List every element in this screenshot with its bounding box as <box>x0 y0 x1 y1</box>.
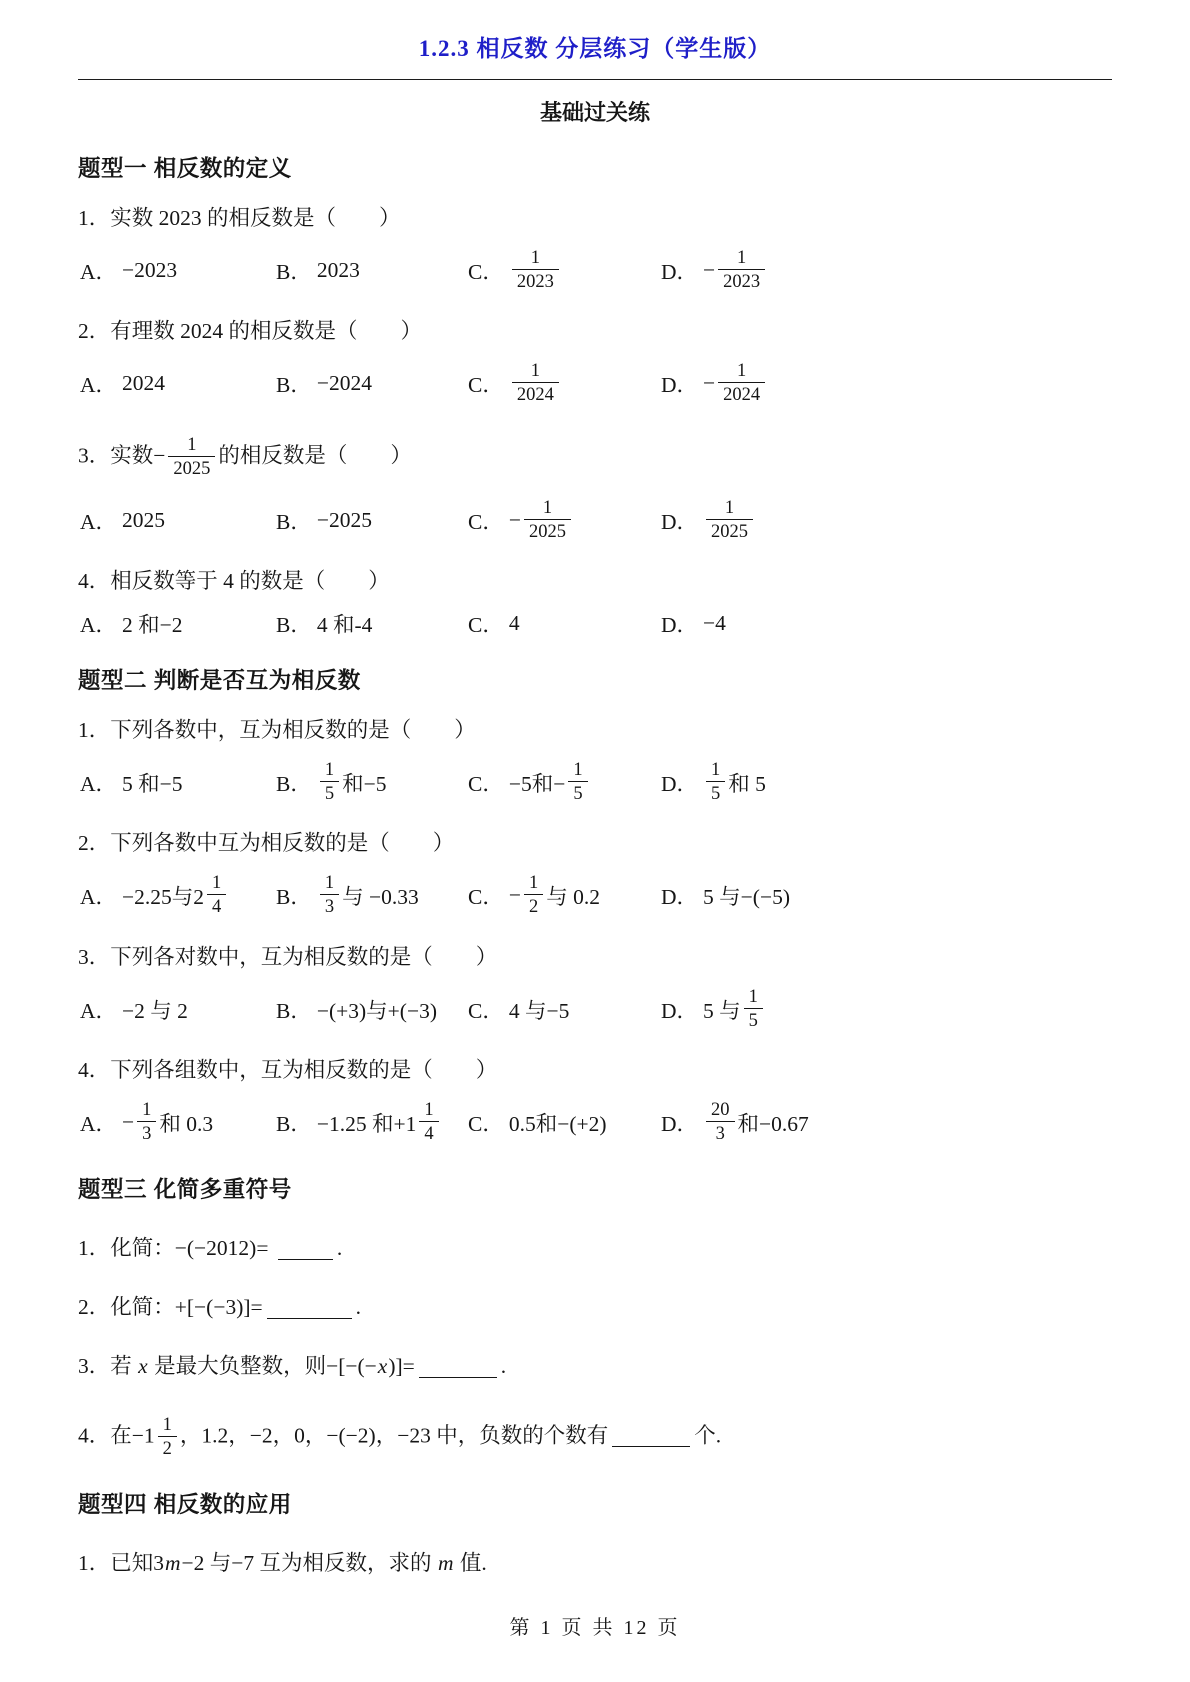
option-content <box>703 358 768 409</box>
option-label: A． <box>80 998 118 1023</box>
fraction <box>207 872 226 919</box>
option <box>276 994 468 1025</box>
text-run: −(+3)与+(−3) <box>316 998 437 1023</box>
option-label: C． <box>468 613 504 638</box>
question-stem <box>78 1057 1112 1085</box>
text-run: 5 和−5 <box>122 772 183 797</box>
text-run: 2024 <box>122 371 166 396</box>
text-run: 1．化简：−(−2012)= <box>78 1236 274 1261</box>
text-run: 2 和−2 <box>122 613 183 638</box>
text-run: ，1.2，−2，0，−(−2)，−23 中，负数的个数有 <box>179 1423 609 1448</box>
text-run: −2 与 2 <box>122 998 188 1023</box>
option <box>276 608 468 639</box>
option <box>468 358 661 409</box>
option-content <box>703 611 726 636</box>
option-label: B． <box>276 998 312 1023</box>
option-label: D． <box>661 1111 699 1136</box>
fraction <box>524 872 543 919</box>
text-run: 和 0.3 <box>159 1111 214 1136</box>
option-label: D． <box>661 772 699 797</box>
text-run: 与 0.2 <box>546 885 600 910</box>
fraction-denominator: 2024 <box>512 382 559 407</box>
question-stem <box>78 1235 1112 1263</box>
fraction-denominator: 2024 <box>718 382 765 407</box>
option-content <box>703 245 768 296</box>
fraction <box>718 247 765 294</box>
question-stem <box>78 1353 1112 1381</box>
question <box>78 568 1112 639</box>
text-run: 值. <box>454 1551 487 1576</box>
option-content <box>122 608 183 639</box>
fraction <box>320 872 339 919</box>
option <box>661 495 1112 546</box>
text-run: −5和− <box>508 772 566 797</box>
text-run: . <box>355 1295 362 1319</box>
option-content <box>122 258 177 283</box>
fraction-denominator: 3 <box>137 1121 156 1146</box>
fraction-numerator: 1 <box>324 760 335 780</box>
text-run: 2．有理数 2024 的相反数是（ ） <box>78 319 423 344</box>
fraction <box>320 759 339 806</box>
text-run: 4 和-4 <box>316 613 373 638</box>
option-label: C． <box>468 885 504 910</box>
text-run: 1．已知3 <box>78 1551 165 1576</box>
text-run: 2．下列各数中互为相反数的是（ ） <box>78 831 455 856</box>
option-content <box>509 757 591 808</box>
option <box>661 1097 1112 1148</box>
option-label: A． <box>80 772 118 797</box>
text-run: 0.5和−(+2) <box>508 1111 607 1136</box>
option-label: B． <box>276 509 312 534</box>
fraction-numerator: 1 <box>142 1099 152 1120</box>
text-run: 1．实数 2023 的相反数是（ ） <box>78 206 401 230</box>
fraction-numerator: 1 <box>737 247 747 268</box>
worksheet-subtitle: 基础过关练 <box>539 100 650 125</box>
option-content <box>317 1097 442 1148</box>
math-variable: m <box>437 1551 454 1576</box>
fraction-numerator: 1 <box>424 1099 434 1120</box>
options-row <box>78 870 1112 921</box>
fraction-numerator: 1 <box>530 361 540 382</box>
option-content <box>122 767 183 798</box>
blank-underline <box>419 1355 497 1378</box>
question <box>78 717 1112 808</box>
text-run: −2023 <box>122 258 178 283</box>
section <box>78 1487 1112 1578</box>
option-content <box>509 245 562 296</box>
option-content <box>703 1097 809 1148</box>
fraction <box>512 247 559 294</box>
section-heading: 题型四 相反数的应用 <box>78 1492 292 1518</box>
text-run: −2024 <box>316 371 372 396</box>
question-stem <box>78 830 1112 858</box>
question-stem <box>78 205 1112 233</box>
text-run: 的相反数是（ ） <box>218 443 412 468</box>
options-row <box>78 608 1112 639</box>
text-run: . <box>500 1353 507 1378</box>
fraction <box>524 497 571 544</box>
option-content <box>703 757 766 808</box>
question-stem <box>78 1412 1112 1463</box>
option-label: D． <box>661 998 699 1023</box>
fraction-numerator: 1 <box>212 873 222 894</box>
sections <box>78 151 1112 1578</box>
math-variable: x <box>377 1353 388 1378</box>
option-label: B． <box>276 260 312 285</box>
question <box>78 1294 1112 1322</box>
option-label: A． <box>80 373 118 398</box>
fraction <box>706 1099 735 1146</box>
option-label: D． <box>661 885 699 910</box>
text-run: 个. <box>694 1423 722 1448</box>
fraction-numerator: 1 <box>573 760 583 780</box>
option <box>80 255 276 286</box>
option-content <box>509 994 570 1025</box>
text-run: − <box>508 507 521 532</box>
fraction-denominator: 3 <box>706 1121 735 1146</box>
fraction-numerator: 1 <box>748 986 758 1007</box>
question-stem <box>78 1294 1112 1322</box>
option-content <box>317 994 437 1025</box>
text-run: 2025 <box>122 507 166 532</box>
option <box>468 245 661 296</box>
question <box>78 830 1112 921</box>
option-content <box>509 611 520 636</box>
text-run: 3．实数− <box>78 443 166 468</box>
section <box>78 663 1112 1148</box>
question <box>78 944 1112 1035</box>
text-run: 3．若 <box>78 1353 138 1378</box>
option-content <box>122 994 188 1025</box>
fraction-numerator: 1 <box>162 1414 172 1435</box>
text-run: − <box>703 371 716 396</box>
question <box>78 1235 1112 1263</box>
text-run: −2 与−7 互为相反数，求的 <box>181 1551 437 1576</box>
fraction-denominator: 5 <box>320 781 339 806</box>
option <box>80 368 276 399</box>
option-content <box>317 371 372 396</box>
text-run: 和−0.67 <box>737 1111 809 1136</box>
question <box>78 205 1112 296</box>
fraction <box>718 360 765 407</box>
blank-underline <box>267 1297 352 1320</box>
fraction-denominator: 5 <box>706 781 725 806</box>
option <box>80 505 276 536</box>
text-run: − <box>703 258 716 283</box>
section <box>78 151 1112 639</box>
option <box>276 368 468 399</box>
option-content <box>122 870 229 921</box>
fraction-denominator: 5 <box>568 781 587 806</box>
text-run: 4．相反数等于 4 的数是（ ） <box>78 569 390 594</box>
fraction-numerator: 1 <box>542 497 553 518</box>
option-label: A． <box>80 260 118 285</box>
fraction-denominator: 2023 <box>512 269 559 294</box>
option-label: D． <box>661 373 699 398</box>
text-run: −2025 <box>316 507 372 532</box>
text-run: 1．下列各数中，互为相反数的是（ ） <box>78 718 476 743</box>
option-label: A． <box>80 509 118 534</box>
fraction-numerator: 1 <box>187 434 197 455</box>
option-content <box>122 508 165 533</box>
text-run: 4．在−1 <box>78 1423 155 1448</box>
option-content <box>509 495 574 546</box>
option <box>468 757 661 808</box>
fraction-denominator: 4 <box>419 1121 438 1146</box>
fraction-denominator: 2023 <box>718 269 765 294</box>
fraction <box>706 497 753 544</box>
option-label: A． <box>80 1111 118 1136</box>
question <box>78 1412 1112 1463</box>
fraction-denominator: 5 <box>744 1008 763 1033</box>
option-label: B． <box>276 772 312 797</box>
option-label: B． <box>276 885 312 910</box>
option-label: C． <box>468 509 504 534</box>
question <box>78 318 1112 409</box>
fraction-numerator: 1 <box>528 873 539 894</box>
options-row <box>78 358 1112 409</box>
fraction <box>512 360 559 407</box>
fraction-denominator: 2 <box>524 894 543 919</box>
fraction <box>419 1099 438 1146</box>
option-label: C． <box>468 772 504 797</box>
math-variable: x <box>138 1353 148 1378</box>
option-label: C． <box>468 260 504 285</box>
option <box>468 1107 661 1138</box>
text-run: 5 与−(−5) <box>703 885 790 910</box>
fraction-denominator: 2 <box>158 1436 177 1461</box>
page-title: 1.2.3 相反数 分层练习（学生版） <box>418 36 772 61</box>
fraction-numerator: 1 <box>711 760 721 780</box>
option-label: C． <box>468 1111 504 1136</box>
question <box>78 1057 1112 1148</box>
fraction <box>706 759 725 806</box>
question-stem <box>78 568 1112 596</box>
option-content <box>317 608 373 639</box>
options-row <box>78 984 1112 1035</box>
section-heading: 题型三 化简多重符号 <box>78 1177 292 1203</box>
fraction-denominator: 2025 <box>524 519 571 544</box>
math-variable: m <box>165 1551 181 1576</box>
text-run: 4．下列各组数中，互为相反数的是（ ） <box>78 1057 498 1082</box>
option-content <box>509 358 562 409</box>
option-content <box>122 1097 213 1148</box>
text-run: . <box>336 1236 343 1261</box>
option-content <box>703 495 756 546</box>
option-label: B． <box>276 1111 312 1136</box>
option-label: B． <box>276 613 312 638</box>
text-run: 与 −0.33 <box>342 885 419 910</box>
option-label: D． <box>661 613 699 638</box>
fraction-numerator: 1 <box>324 873 335 894</box>
text-run: )]= <box>388 1353 415 1378</box>
blank-underline <box>278 1238 333 1261</box>
fraction-numerator: 20 <box>711 1099 730 1120</box>
fraction-denominator: 3 <box>320 894 339 919</box>
text-run: 和−5 <box>342 772 387 797</box>
blank-underline <box>612 1425 690 1448</box>
option-content <box>317 757 387 808</box>
text-run: 和 5 <box>728 772 766 797</box>
option <box>80 870 276 921</box>
option-label: A． <box>80 613 118 638</box>
text-run: 是最大负整数，则−[−(− <box>148 1353 377 1378</box>
question <box>78 432 1112 547</box>
fraction <box>744 986 763 1033</box>
option <box>276 757 468 808</box>
fraction-denominator: 2025 <box>706 519 753 544</box>
question <box>78 1550 1112 1578</box>
question <box>78 1353 1112 1381</box>
option-content <box>703 880 790 911</box>
option-content <box>317 258 360 283</box>
option-label: C． <box>468 373 504 398</box>
options-row <box>78 245 1112 296</box>
option-content <box>317 870 419 921</box>
question-stem <box>78 1550 1112 1578</box>
option <box>80 994 276 1025</box>
fraction-numerator: 1 <box>724 497 735 518</box>
option <box>80 608 276 639</box>
option <box>276 255 468 286</box>
fraction-numerator: 1 <box>737 361 747 382</box>
fraction-denominator: 2025 <box>168 456 215 481</box>
question-stem <box>78 432 1112 483</box>
fraction <box>568 759 587 806</box>
fraction <box>158 1414 177 1461</box>
option-content <box>703 984 766 1035</box>
text-run: 4 与−5 <box>508 998 570 1023</box>
option <box>276 870 468 921</box>
option-label: D． <box>661 509 699 534</box>
options-row <box>78 1097 1112 1148</box>
option <box>661 984 1112 1035</box>
question-stem <box>78 717 1112 745</box>
option <box>661 358 1112 409</box>
option-content <box>122 371 165 396</box>
text-run: 4 <box>508 611 520 636</box>
option-label: D． <box>661 260 699 285</box>
text-run: 2023 <box>316 258 360 283</box>
text-run: −1.25 和+1 <box>316 1111 417 1136</box>
fraction <box>168 434 215 481</box>
text-run: −4 <box>703 611 726 636</box>
fraction <box>137 1099 156 1146</box>
option <box>661 608 1112 639</box>
option <box>276 1097 468 1148</box>
option <box>468 870 661 921</box>
options-row <box>78 757 1112 808</box>
option <box>276 505 468 536</box>
option-label: B． <box>276 373 312 398</box>
text-run: 5 与 <box>703 998 741 1023</box>
question-stem <box>78 944 1112 972</box>
option <box>661 245 1112 296</box>
text-run: − <box>122 1109 135 1134</box>
option <box>661 880 1112 911</box>
page-footer: 第 1 页 共 12 页 <box>509 1617 681 1639</box>
text-run: 2．化简：+[−(−3)]= <box>78 1295 263 1319</box>
option <box>661 757 1112 808</box>
section-heading: 题型二 判断是否互为相反数 <box>78 668 361 694</box>
option <box>80 767 276 798</box>
option-label: A． <box>80 885 118 910</box>
section <box>78 1172 1112 1463</box>
option-content <box>509 870 600 921</box>
text-run: −2.25与2 <box>122 885 205 910</box>
section-heading: 题型一 相反数的定义 <box>78 156 292 181</box>
title-divider <box>78 79 1112 80</box>
fraction-denominator: 4 <box>207 894 226 919</box>
option <box>468 994 661 1025</box>
option-content <box>509 1107 607 1138</box>
options-row <box>78 495 1112 546</box>
text-run: 3．下列各对数中，互为相反数的是（ ） <box>78 944 498 969</box>
question-stem <box>78 318 1112 346</box>
option <box>80 1097 276 1148</box>
option-label: C． <box>468 998 504 1023</box>
option-content <box>317 508 372 533</box>
option <box>468 608 661 639</box>
fraction-numerator: 1 <box>530 247 540 268</box>
option <box>468 495 661 546</box>
text-run: − <box>508 883 521 908</box>
